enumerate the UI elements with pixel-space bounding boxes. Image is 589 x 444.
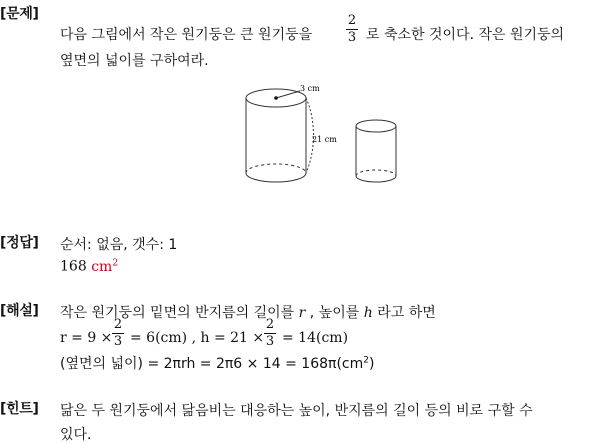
problem-line1-a: 다음 그림에서 작은 원기둥은 큰 원기둥을	[60, 27, 313, 43]
problem-line1-b: 로 축소한 것이다. 작은 원기둥의	[366, 27, 565, 43]
solution-fraction-1: 2 3	[113, 317, 123, 349]
solution-tag: [해설]	[0, 303, 39, 319]
hint-line2: 있다.	[60, 427, 92, 443]
height-label: 21 cm	[312, 135, 337, 144]
center-point	[274, 96, 278, 100]
small-cylinder	[356, 120, 396, 182]
answer-tag: [정답]	[0, 235, 39, 251]
solution-line3: (옆면의 넓이) = $2\pi rh = 2\pi 6 \times 14 = 168\pi(cm^2)$	[60, 355, 375, 372]
answer-unit: $cm^2$	[91, 258, 119, 275]
radius-label: 3 cm	[300, 84, 320, 93]
answer-order-line: 순서: 없음, 갯수: 1	[60, 237, 178, 253]
solution-fraction-2: 2 3	[265, 317, 275, 349]
solution-line2-a: r = 9 ×	[60, 330, 113, 346]
solution-line2-c: = 14(cm)	[282, 330, 349, 346]
hint-tag: [힌트]	[0, 401, 39, 417]
solution-line1: 작은 원기둥의 밑면의 반지름의 길이를 r , 높이를 h 라고 하면	[60, 305, 436, 321]
answer-value: 168	[60, 258, 87, 275]
solution-line2-b: = 6(cm) , h = 21 ×	[130, 330, 265, 346]
cylinder-figure	[230, 80, 410, 190]
problem-tag: [문제]	[0, 6, 39, 22]
large-cylinder	[246, 89, 314, 182]
fraction-numerator: 2	[347, 13, 357, 28]
hint-line1: 닮은 두 원기둥에서 닮음비는 대응하는 높이, 반지름의 길이 등의 비로 구할 수	[60, 403, 533, 419]
problem-fraction	[346, 14, 358, 45]
answer-value-line	[60, 258, 118, 275]
problem-line2: 옆면의 넓이를 구하여라.	[60, 53, 209, 69]
fraction-denominator: 3	[347, 30, 357, 45]
